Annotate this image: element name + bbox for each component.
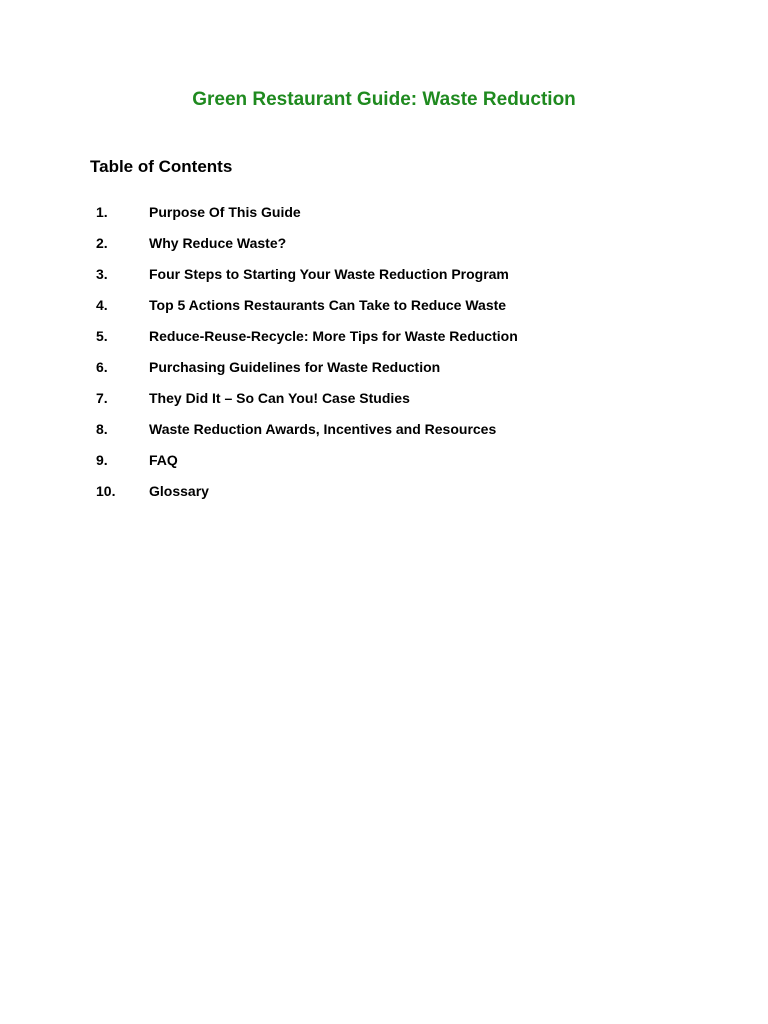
toc-item-number: 6. xyxy=(96,358,108,375)
toc-item-label: Top 5 Actions Restaurants Can Take to Reduce Waste xyxy=(149,296,507,313)
toc-item-number: 2. xyxy=(96,234,108,251)
toc-item-label: Why Reduce Waste? xyxy=(149,234,287,251)
toc-item-9 xyxy=(96,444,518,475)
toc-item-7 xyxy=(96,382,518,413)
toc-item-label: Purpose Of This Guide xyxy=(149,203,301,220)
toc-item-label: Glossary xyxy=(149,482,209,499)
toc-item-label: FAQ xyxy=(149,451,178,468)
toc-item-1 xyxy=(96,196,518,227)
toc-item-number: 9. xyxy=(96,451,108,468)
toc-item-6 xyxy=(96,351,518,382)
toc-item-8 xyxy=(96,413,518,444)
toc-item-number: 4. xyxy=(96,296,108,313)
toc-item-label: Purchasing Guidelines for Waste Reduction xyxy=(149,358,441,375)
toc-item-label: Four Steps to Starting Your Waste Reduction Program xyxy=(149,265,509,282)
toc-item-2 xyxy=(96,227,518,258)
toc-item-label: Waste Reduction Awards, Incentives and Resources xyxy=(149,420,497,437)
toc-item-number: 7. xyxy=(96,389,108,406)
toc-item-number: 3. xyxy=(96,265,108,282)
toc-item-number: 1. xyxy=(96,203,108,220)
toc-item-4 xyxy=(96,289,518,320)
toc-item-label: They Did It – So Can You! Case Studies xyxy=(149,389,410,406)
document-title: Green Restaurant Guide: Waste Reduction xyxy=(192,89,576,110)
toc-list xyxy=(96,196,518,506)
toc-item-number: 10. xyxy=(96,482,116,499)
toc-item-label: Reduce-Reuse-Recycle: More Tips for Waste Reduction xyxy=(149,327,518,344)
toc-item-number: 8. xyxy=(96,420,108,437)
toc-heading: Table of Contents xyxy=(90,157,233,176)
toc-item-number: 5. xyxy=(96,327,108,344)
toc-item-10 xyxy=(96,475,518,506)
toc-item-5 xyxy=(96,320,518,351)
toc-item-3 xyxy=(96,258,518,289)
